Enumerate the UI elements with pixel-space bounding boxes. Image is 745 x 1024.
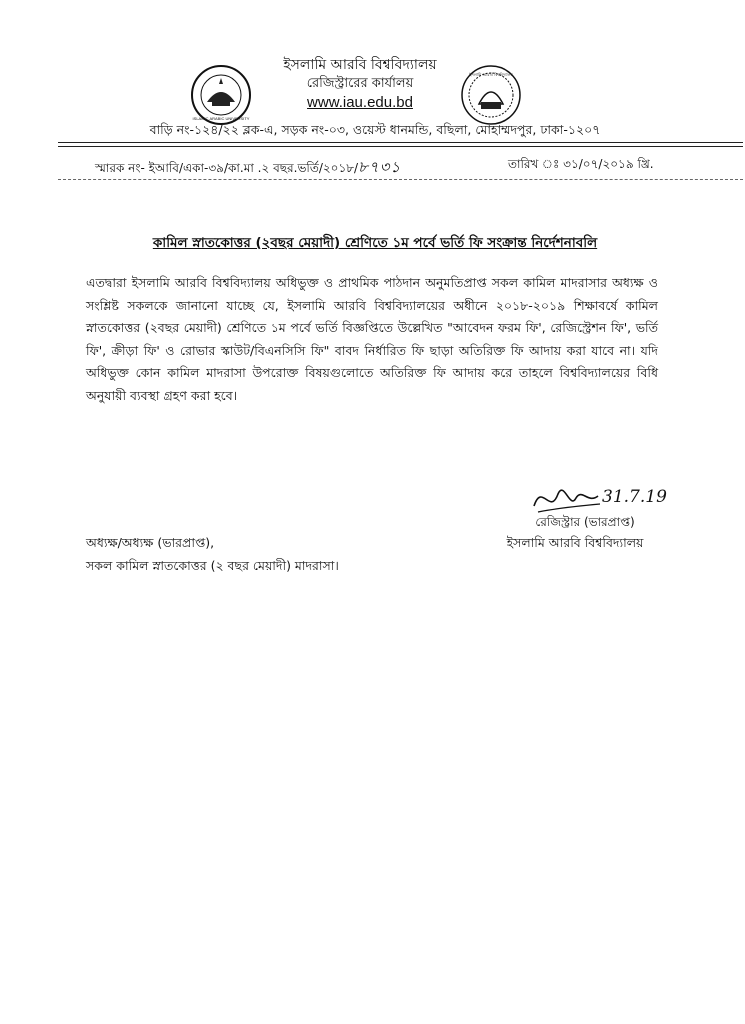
signatory-role: রেজিস্ট্রার (ভারপ্রাপ্ত) [535, 515, 635, 529]
memo-date: তারিখ ঃ ৩১/০৭/২০১৯ খ্রি. [508, 157, 654, 171]
header-rule [58, 142, 743, 143]
university-logo-right [460, 64, 522, 126]
logo-left-caption: ISLAMIC ARABIC UNIVERSITY [192, 116, 250, 121]
recipient-line-1: অধ্যক্ষ/অধ্যক্ষ (ভারপ্রাপ্ত), [86, 535, 215, 550]
logo-right-caption: ইসলামি আরবি বিশ্ববিদ্যালয় [469, 72, 513, 77]
office-address: বাড়ি নং-১২৪/২২ ব্লক-এ, সড়ক নং-০৩, ওয়েস্ট ধানমন্ডি, বছিলা, মোহাম্মদপুর, ঢাকা-১২০৭ [149, 122, 601, 137]
subject-heading: কামিল স্নাতকোত্তর (২বছর মেয়াদী) শ্রেণিতে ১ম পর্বে ভর্তি ফি সংক্রান্ত নির্দেশনাবলি [152, 235, 598, 251]
signature-date: 31.7.19 [602, 487, 667, 507]
recipient-line-2: সকল কামিল স্নাতকোত্তর (২ বছর মেয়াদী) মাদরাসা। [86, 558, 339, 573]
memo-rule [58, 179, 743, 180]
university-name: ইসলামি আরবি বিশ্ববিদ্যালয় [283, 57, 437, 73]
header-rule-thin [58, 146, 743, 147]
memo-ref-label: স্মারক নং- ইআবি/একা-৩৯/কা.মা .২ বছর.ভর্তি/২০১৮/ [95, 161, 359, 175]
memo-ref-number: ৮৭৩১ [358, 158, 402, 176]
memo-reference [95, 156, 401, 181]
university-logo-left [190, 64, 252, 126]
body-paragraph: এতদ্বারা ইসলামি আরবি বিশ্ববিদ্যালয় অধিভুক্ত ও প্রাথমিক পাঠদান অনুমতিপ্রাপ্ত সকল কামিল মাদরাসার অধ্যক্ষ ও সংশ্লিষ্ট সকলকে জানানো যাচ্ছে যে, ইসলামি আরবি বিশ্ববিদ্যালয়ের অধীনে ২০১৮-২০১৯ শিক্ষাবর্ষে কামিল স্নাতকোত্তর (২বছর মেয়াদী) শ্রেণিতে ১ম পর্বে ভর্তি বিজ্ঞপ্তিতে উল্লেখিত "আবেদন ফরম ফি', রেজিস্ট্রেশন ফি', ভর্তি ফি', ক্রীড়া ফি' ও রোভার স্কাউট/বিএনসিসি ফি" বাবদ নির্ধারিত ফি ছাড়া অতিরিক্ত ফি আদায় করা যাবে না। যদি অধিভুক্ত কোন কামিল মাদরাসা উপরোক্ত বিষয়গুলোতে অতিরিক্ত ফি আদায় করে তাহলে বিশ্ববিদ্যালয়ের বিধি অনুযায়ী ব্যবস্থা গ্রহণ করা হবে। [86, 275, 658, 403]
office-name: রেজিস্ট্রারের কার্যালয় [306, 76, 414, 91]
signatory-organization: ইসলামি আরবি বিশ্ববিদ্যালয় [506, 535, 644, 550]
website-link[interactable]: www.iau.edu.bd [307, 94, 413, 111]
letterhead-block [260, 56, 460, 113]
